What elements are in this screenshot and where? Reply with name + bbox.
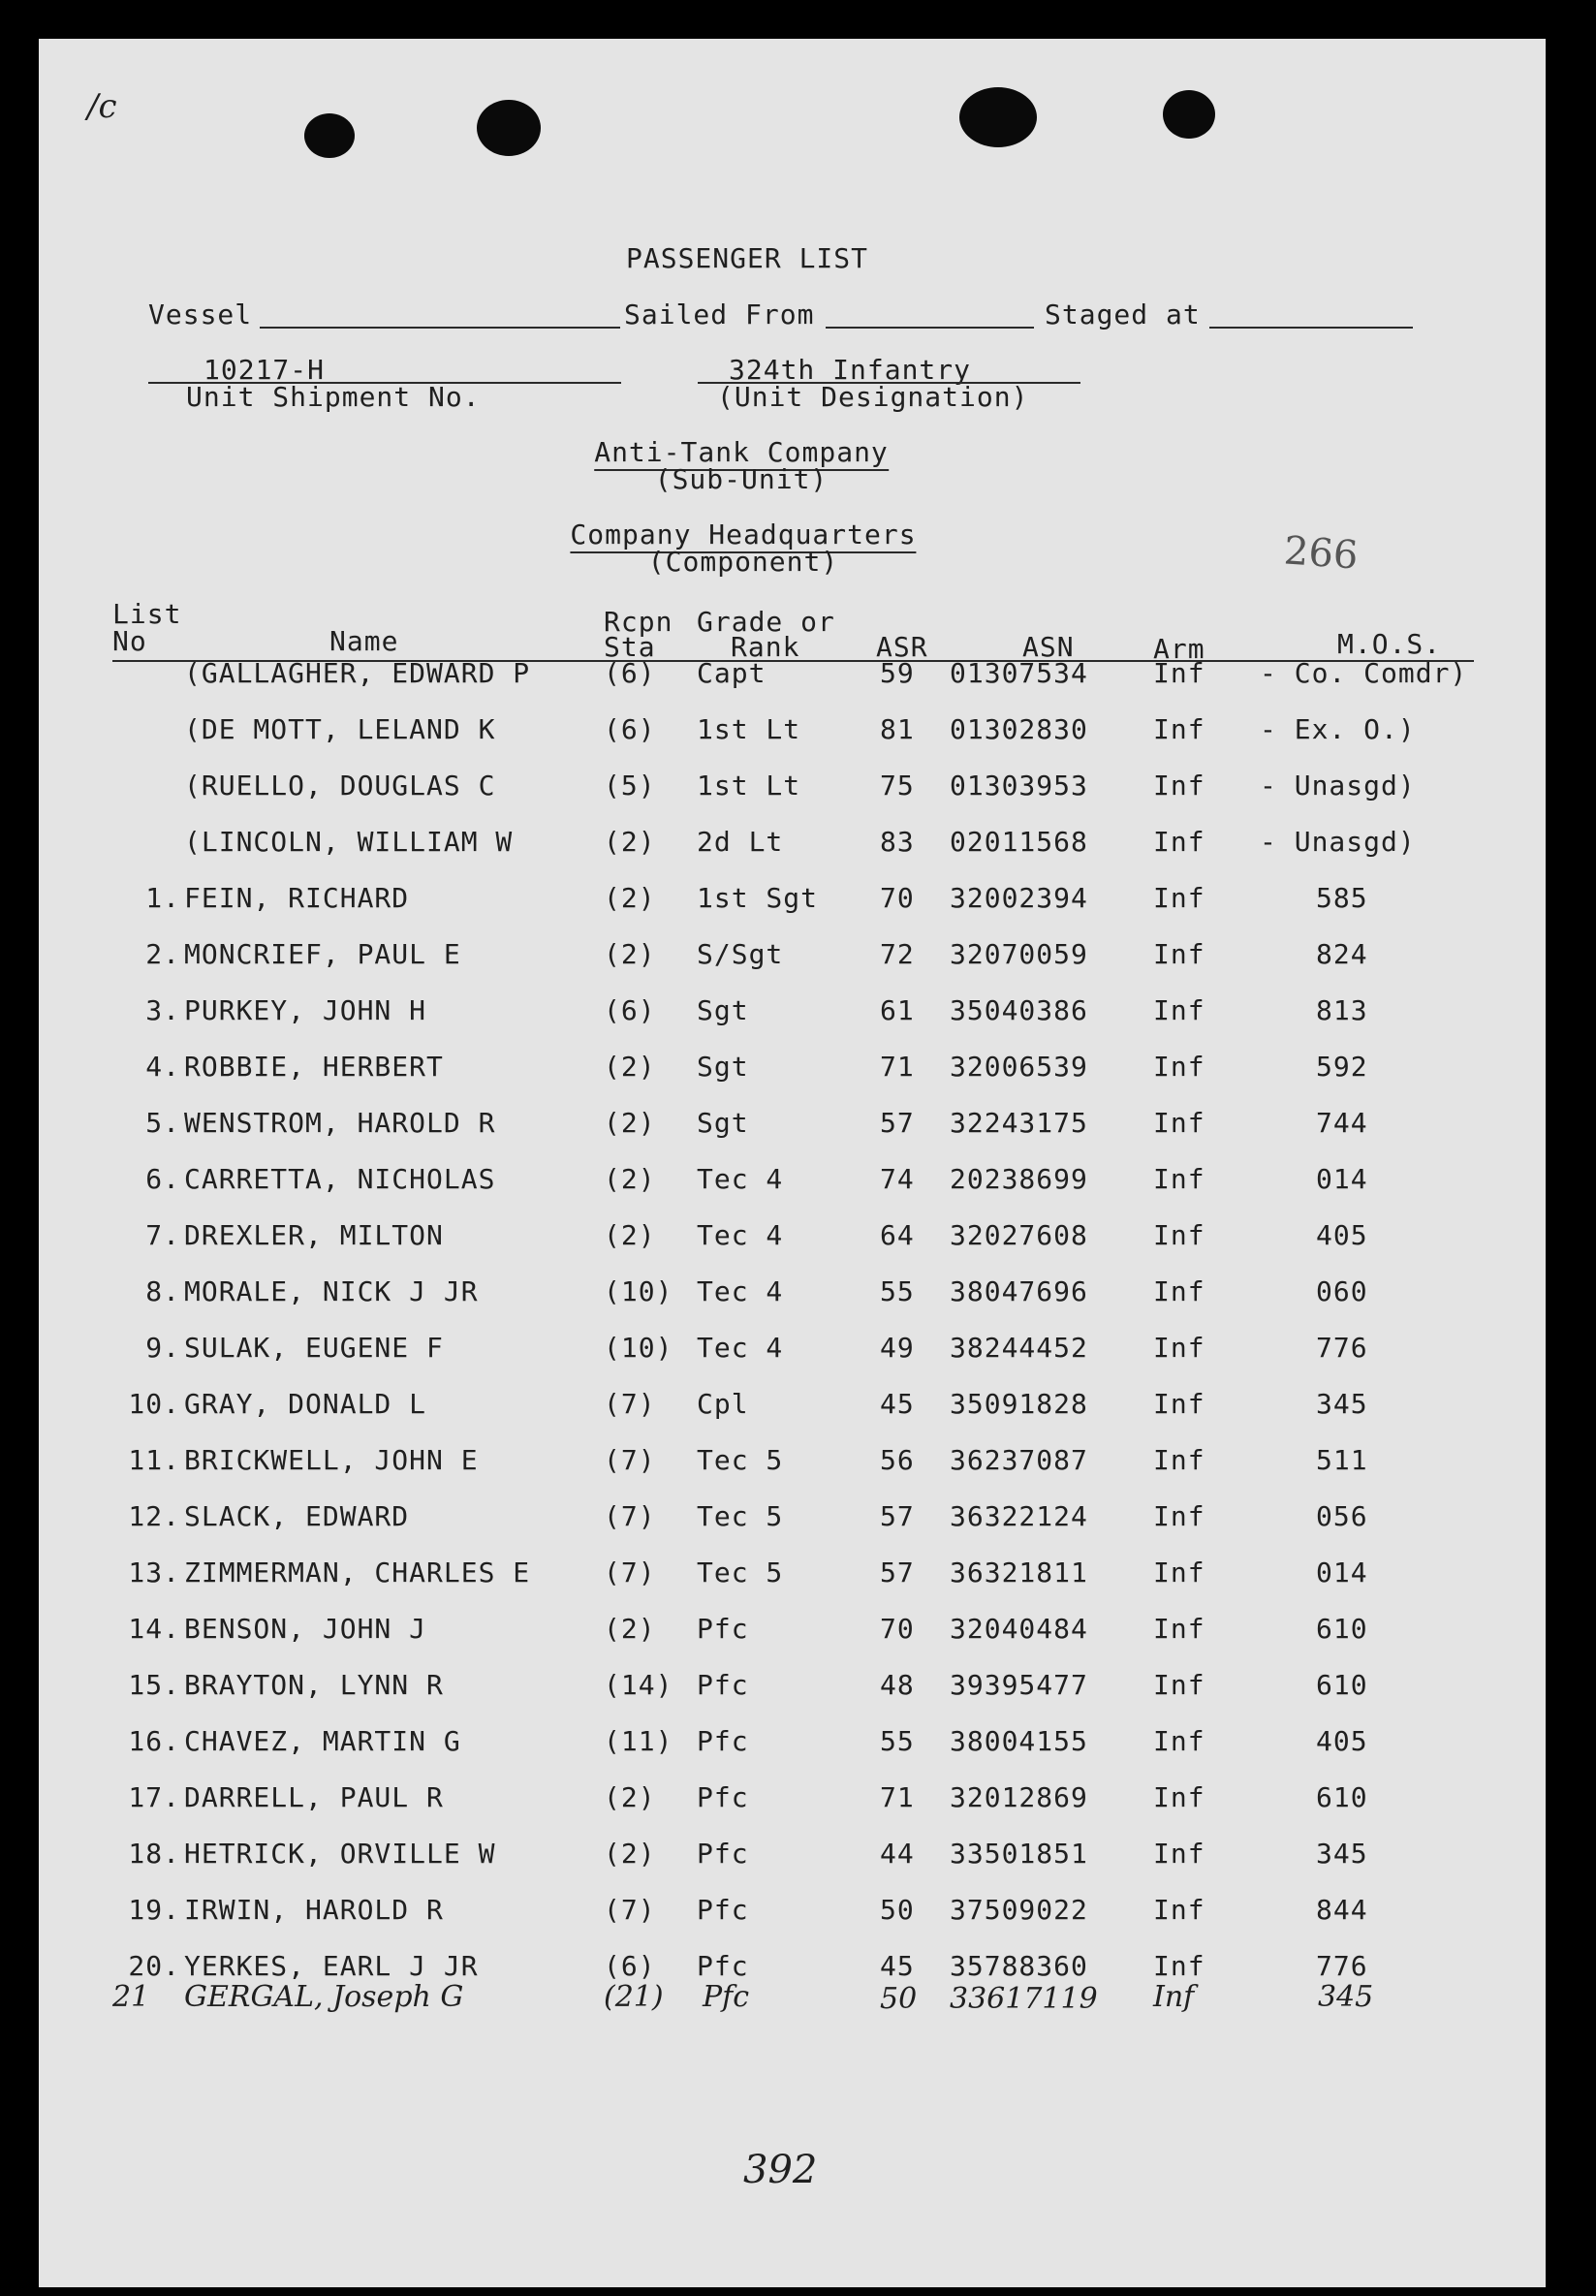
row-asr: 45 <box>880 1950 915 1982</box>
row-asn: 33501851 <box>950 1838 1088 1870</box>
row-arm: Inf <box>1153 826 1205 858</box>
row-rank: Sgt <box>697 1107 749 1139</box>
row-list-no: 9. <box>145 1332 180 1364</box>
row-list-no: 14. <box>128 1613 180 1645</box>
row-asr: 70 <box>880 1613 915 1645</box>
row-name: BRAYTON, LYNN R <box>184 1669 444 1701</box>
row-name: ZIMMERMAN, CHARLES E <box>184 1557 531 1588</box>
row-name: WENSTROM, HAROLD R <box>184 1107 496 1139</box>
row-list-no: 19. <box>128 1894 180 1926</box>
row-name: (GALLAGHER, EDWARD P <box>184 657 531 689</box>
row-rank: Sgt <box>697 1051 749 1083</box>
row-mos: - Ex. O.) <box>1260 713 1416 745</box>
row-rcpn-sta: (7) <box>604 1388 656 1420</box>
row-rcpn-sta: (2) <box>604 938 656 970</box>
row-asn: 32070059 <box>950 938 1088 970</box>
row-mos: 014 <box>1316 1163 1368 1195</box>
sailed-from-label: Sailed From <box>624 299 815 330</box>
row-asn: 32012869 <box>950 1781 1088 1813</box>
row-list-no: 17. <box>128 1781 180 1813</box>
col-rcpn-2: Sta <box>604 631 656 663</box>
row-rank: Pfc <box>697 1894 749 1926</box>
unit-designation-label: (Unit Designation) <box>717 381 1029 413</box>
col-name: Name <box>329 625 399 657</box>
sub-unit-value: Anti-Tank Company <box>594 436 889 468</box>
row-asr: 55 <box>880 1275 915 1307</box>
row-name: (RUELLO, DOUGLAS C <box>184 770 496 802</box>
row-rank: Pfc <box>697 1838 749 1870</box>
col-asr: ASR <box>876 631 928 663</box>
row-rcpn-sta: (6) <box>604 994 656 1026</box>
row-asn: 01302830 <box>950 713 1088 745</box>
row-mos: 813 <box>1316 994 1368 1026</box>
row-asr: 49 <box>880 1332 915 1364</box>
row-mos: 610 <box>1316 1613 1368 1645</box>
row-list-no: 20. <box>128 1950 180 1982</box>
row-mos: 056 <box>1316 1500 1368 1532</box>
row-asn: 35788360 <box>950 1950 1088 1982</box>
row-rank: S/Sgt <box>697 938 784 970</box>
row-asr: 64 <box>880 1219 915 1251</box>
row-asn: 35091828 <box>950 1388 1088 1420</box>
row-asn: 20238699 <box>950 1163 1088 1195</box>
punch-hole-left <box>304 113 355 158</box>
row-arm: Inf <box>1153 1838 1205 1870</box>
row-asn: 38244452 <box>950 1332 1088 1364</box>
row-asn: 32006539 <box>950 1051 1088 1083</box>
row-name: BENSON, JOHN J <box>184 1613 427 1645</box>
stamp-number: 266 <box>1282 528 1360 579</box>
hw-arm: Inf <box>1153 1980 1195 2014</box>
row-list-no: 8. <box>145 1275 180 1307</box>
row-asn: 32027608 <box>950 1219 1088 1251</box>
row-rank: 1st Lt <box>697 713 801 745</box>
row-rcpn-sta: (2) <box>604 1107 656 1139</box>
row-rcpn-sta: (2) <box>604 826 656 858</box>
row-rcpn-sta: (2) <box>604 1051 656 1083</box>
row-rcpn-sta: (7) <box>604 1894 656 1926</box>
sub-unit-label: (Sub-Unit) <box>654 463 829 495</box>
row-name: DREXLER, MILTON <box>184 1219 444 1251</box>
row-mos: 405 <box>1316 1219 1368 1251</box>
row-list-no: 18. <box>128 1838 180 1870</box>
row-mos: - Co. Comdr) <box>1260 657 1468 689</box>
row-name: FEIN, RICHARD <box>184 882 410 914</box>
row-name: MONCRIEF, PAUL E <box>184 938 461 970</box>
col-list-no-2: No <box>112 625 147 657</box>
row-rank: Pfc <box>697 1669 749 1701</box>
row-arm: Inf <box>1153 1107 1205 1139</box>
row-rcpn-sta: (7) <box>604 1444 656 1476</box>
row-rank: Tec 4 <box>697 1332 784 1364</box>
row-arm: Inf <box>1153 1950 1205 1982</box>
row-rank: Capt <box>697 657 767 689</box>
row-arm: Inf <box>1153 1219 1205 1251</box>
row-asr: 56 <box>880 1444 915 1476</box>
row-mos: 592 <box>1316 1051 1368 1083</box>
row-asr: 74 <box>880 1163 915 1195</box>
row-asn: 02011568 <box>950 826 1088 858</box>
row-list-no: 4. <box>145 1051 180 1083</box>
row-name: CHAVEZ, MARTIN G <box>184 1725 461 1757</box>
col-grade-1: Grade or <box>697 606 835 638</box>
row-arm: Inf <box>1153 713 1205 745</box>
punch-hole-far-right <box>1163 90 1215 139</box>
row-mos: 345 <box>1316 1838 1368 1870</box>
hw-rank: Pfc <box>703 1980 750 2014</box>
row-name: CARRETTA, NICHOLAS <box>184 1163 496 1195</box>
row-asr: 57 <box>880 1557 915 1588</box>
row-mos: 610 <box>1316 1669 1368 1701</box>
row-mos: 776 <box>1316 1950 1368 1982</box>
row-asr: 61 <box>880 994 915 1026</box>
row-rank: Pfc <box>697 1950 749 1982</box>
row-rcpn-sta: (2) <box>604 882 656 914</box>
row-list-no: 12. <box>128 1500 180 1532</box>
row-asr: 50 <box>880 1894 915 1926</box>
hw-mos: 345 <box>1318 1980 1374 2014</box>
row-list-no: 15. <box>128 1669 180 1701</box>
row-asr: 48 <box>880 1669 915 1701</box>
row-asr: 70 <box>880 882 915 914</box>
row-rcpn-sta: (2) <box>604 1219 656 1251</box>
row-arm: Inf <box>1153 1051 1205 1083</box>
row-mos: 345 <box>1316 1388 1368 1420</box>
row-arm: Inf <box>1153 1894 1205 1926</box>
row-asn: 32002394 <box>950 882 1088 914</box>
row-list-no: 16. <box>128 1725 180 1757</box>
row-rank: Cpl <box>697 1388 749 1420</box>
row-name: DARRELL, PAUL R <box>184 1781 444 1813</box>
document-page <box>39 39 1546 2287</box>
row-list-no: 13. <box>128 1557 180 1588</box>
row-rank: 1st Sgt <box>697 882 819 914</box>
row-mos: 776 <box>1316 1332 1368 1364</box>
row-list-no: 7. <box>145 1219 180 1251</box>
row-list-no: 11. <box>128 1444 180 1476</box>
vessel-field <box>260 327 620 329</box>
hw-sta: (21) <box>604 1980 664 2014</box>
hw-asr: 50 <box>880 1982 918 2016</box>
row-name: IRWIN, HAROLD R <box>184 1894 444 1926</box>
row-arm: Inf <box>1153 1275 1205 1307</box>
row-arm: Inf <box>1153 1781 1205 1813</box>
row-list-no: 5. <box>145 1107 180 1139</box>
row-name: GRAY, DONALD L <box>184 1388 427 1420</box>
row-asr: 44 <box>880 1838 915 1870</box>
sailed-from-field <box>826 327 1034 329</box>
row-name: ROBBIE, HERBERT <box>184 1051 444 1083</box>
row-asn: 32040484 <box>950 1613 1088 1645</box>
staged-at-field <box>1209 327 1413 329</box>
component-label: (Component) <box>647 546 839 578</box>
row-rcpn-sta: (6) <box>604 657 656 689</box>
row-rcpn-sta: (11) <box>604 1725 673 1757</box>
component-value: Company Headquarters <box>570 519 916 550</box>
col-mos: M.O.S. <box>1337 628 1442 660</box>
col-arm: Arm <box>1153 633 1205 665</box>
row-asr: 59 <box>880 657 915 689</box>
row-asr: 75 <box>880 770 915 802</box>
row-rank: Tec 4 <box>697 1163 784 1195</box>
hw-list-no: 21 <box>112 1980 150 2014</box>
row-mos: 844 <box>1316 1894 1368 1926</box>
row-arm: Inf <box>1153 1613 1205 1645</box>
row-rcpn-sta: (2) <box>604 1613 656 1645</box>
row-rank: Tec 4 <box>697 1219 784 1251</box>
punch-hole-center <box>477 100 541 156</box>
row-name: YERKES, EARL J JR <box>184 1950 479 1982</box>
row-arm: Inf <box>1153 770 1205 802</box>
row-arm: Inf <box>1153 1669 1205 1701</box>
row-mos: 744 <box>1316 1107 1368 1139</box>
row-mos: 610 <box>1316 1781 1368 1813</box>
row-arm: Inf <box>1153 1444 1205 1476</box>
row-rcpn-sta: (10) <box>604 1332 673 1364</box>
row-rcpn-sta: (6) <box>604 1950 656 1982</box>
row-rcpn-sta: (2) <box>604 1781 656 1813</box>
row-name: HETRICK, ORVILLE W <box>184 1838 496 1870</box>
row-asr: 55 <box>880 1725 915 1757</box>
row-name: (DE MOTT, LELAND K <box>184 713 496 745</box>
row-name: SULAK, EUGENE F <box>184 1332 444 1364</box>
row-name: (LINCOLN, WILLIAM W <box>184 826 514 858</box>
row-rank: Tec 4 <box>697 1275 784 1307</box>
unit-shipment-number: 10217-H <box>203 354 326 386</box>
row-mos: 511 <box>1316 1444 1368 1476</box>
corner-mark: /c <box>87 87 117 126</box>
row-rank: Tec 5 <box>697 1557 784 1588</box>
row-arm: Inf <box>1153 1388 1205 1420</box>
row-asn: 37509022 <box>950 1894 1088 1926</box>
staged-at-label: Staged at <box>1045 299 1201 330</box>
row-asr: 71 <box>880 1051 915 1083</box>
row-arm: Inf <box>1153 657 1205 689</box>
row-mos: 405 <box>1316 1725 1368 1757</box>
row-asr: 81 <box>880 713 915 745</box>
col-grade-2: Rank <box>731 631 800 663</box>
row-arm: Inf <box>1153 1332 1205 1364</box>
row-arm: Inf <box>1153 882 1205 914</box>
row-list-no: 6. <box>145 1163 180 1195</box>
row-asn: 35040386 <box>950 994 1088 1026</box>
row-list-no: 2. <box>145 938 180 970</box>
row-arm: Inf <box>1153 1163 1205 1195</box>
row-asn: 01307534 <box>950 657 1088 689</box>
row-name: MORALE, NICK J JR <box>184 1275 479 1307</box>
row-rcpn-sta: (7) <box>604 1557 656 1588</box>
page-number: 392 <box>743 2148 818 2192</box>
col-rcpn-1: Rcpn <box>604 606 673 638</box>
row-asr: 57 <box>880 1500 915 1532</box>
row-rcpn-sta: (2) <box>604 1163 656 1195</box>
document-title: PASSENGER LIST <box>626 242 869 274</box>
row-asn: 38047696 <box>950 1275 1088 1307</box>
row-rank: Tec 5 <box>697 1500 784 1532</box>
row-rcpn-sta: (7) <box>604 1500 656 1532</box>
row-rank: 2d Lt <box>697 826 784 858</box>
row-mos: 585 <box>1316 882 1368 914</box>
col-asn: ASN <box>1022 631 1075 663</box>
row-rcpn-sta: (10) <box>604 1275 673 1307</box>
row-list-no: 3. <box>145 994 180 1026</box>
col-list-no-1: List <box>112 598 182 630</box>
row-asn: 36322124 <box>950 1500 1088 1532</box>
row-name: PURKEY, JOHN H <box>184 994 427 1026</box>
row-rcpn-sta: (6) <box>604 713 656 745</box>
row-rank: Pfc <box>697 1725 749 1757</box>
row-mos: 060 <box>1316 1275 1368 1307</box>
row-rank: 1st Lt <box>697 770 801 802</box>
row-arm: Inf <box>1153 1500 1205 1532</box>
row-name: BRICKWELL, JOHN E <box>184 1444 479 1476</box>
row-asr: 45 <box>880 1388 915 1420</box>
row-arm: Inf <box>1153 1725 1205 1757</box>
row-asn: 01303953 <box>950 770 1088 802</box>
vessel-label: Vessel <box>148 299 253 330</box>
row-asn: 36321811 <box>950 1557 1088 1588</box>
unit-shipment-label: Unit Shipment No. <box>186 381 481 413</box>
row-asn: 39395477 <box>950 1669 1088 1701</box>
row-rcpn-sta: (2) <box>604 1838 656 1870</box>
row-asn: 36237087 <box>950 1444 1088 1476</box>
row-list-no: 10. <box>128 1388 180 1420</box>
row-mos: - Unasgd) <box>1260 826 1416 858</box>
row-arm: Inf <box>1153 938 1205 970</box>
hw-asn: 33617119 <box>950 1982 1098 2016</box>
row-arm: Inf <box>1153 1557 1205 1588</box>
punch-hole-right <box>959 87 1037 147</box>
row-asr: 72 <box>880 938 915 970</box>
row-rank: Tec 5 <box>697 1444 784 1476</box>
row-name: SLACK, EDWARD <box>184 1500 410 1532</box>
row-rank: Sgt <box>697 994 749 1026</box>
row-asr: 71 <box>880 1781 915 1813</box>
row-arm: Inf <box>1153 994 1205 1026</box>
row-asr: 83 <box>880 826 915 858</box>
row-mos: 824 <box>1316 938 1368 970</box>
row-rcpn-sta: (5) <box>604 770 656 802</box>
row-asn: 38004155 <box>950 1725 1088 1757</box>
row-list-no: 1. <box>145 882 180 914</box>
row-asn: 32243175 <box>950 1107 1088 1139</box>
row-rank: Pfc <box>697 1781 749 1813</box>
unit-designation-value: 324th Infantry <box>729 354 972 386</box>
hw-name: GERGAL, Joseph G <box>184 1980 464 2014</box>
row-rcpn-sta: (14) <box>604 1669 673 1701</box>
row-rank: Pfc <box>697 1613 749 1645</box>
row-mos: - Unasgd) <box>1260 770 1416 802</box>
row-asr: 57 <box>880 1107 915 1139</box>
row-mos: 014 <box>1316 1557 1368 1588</box>
